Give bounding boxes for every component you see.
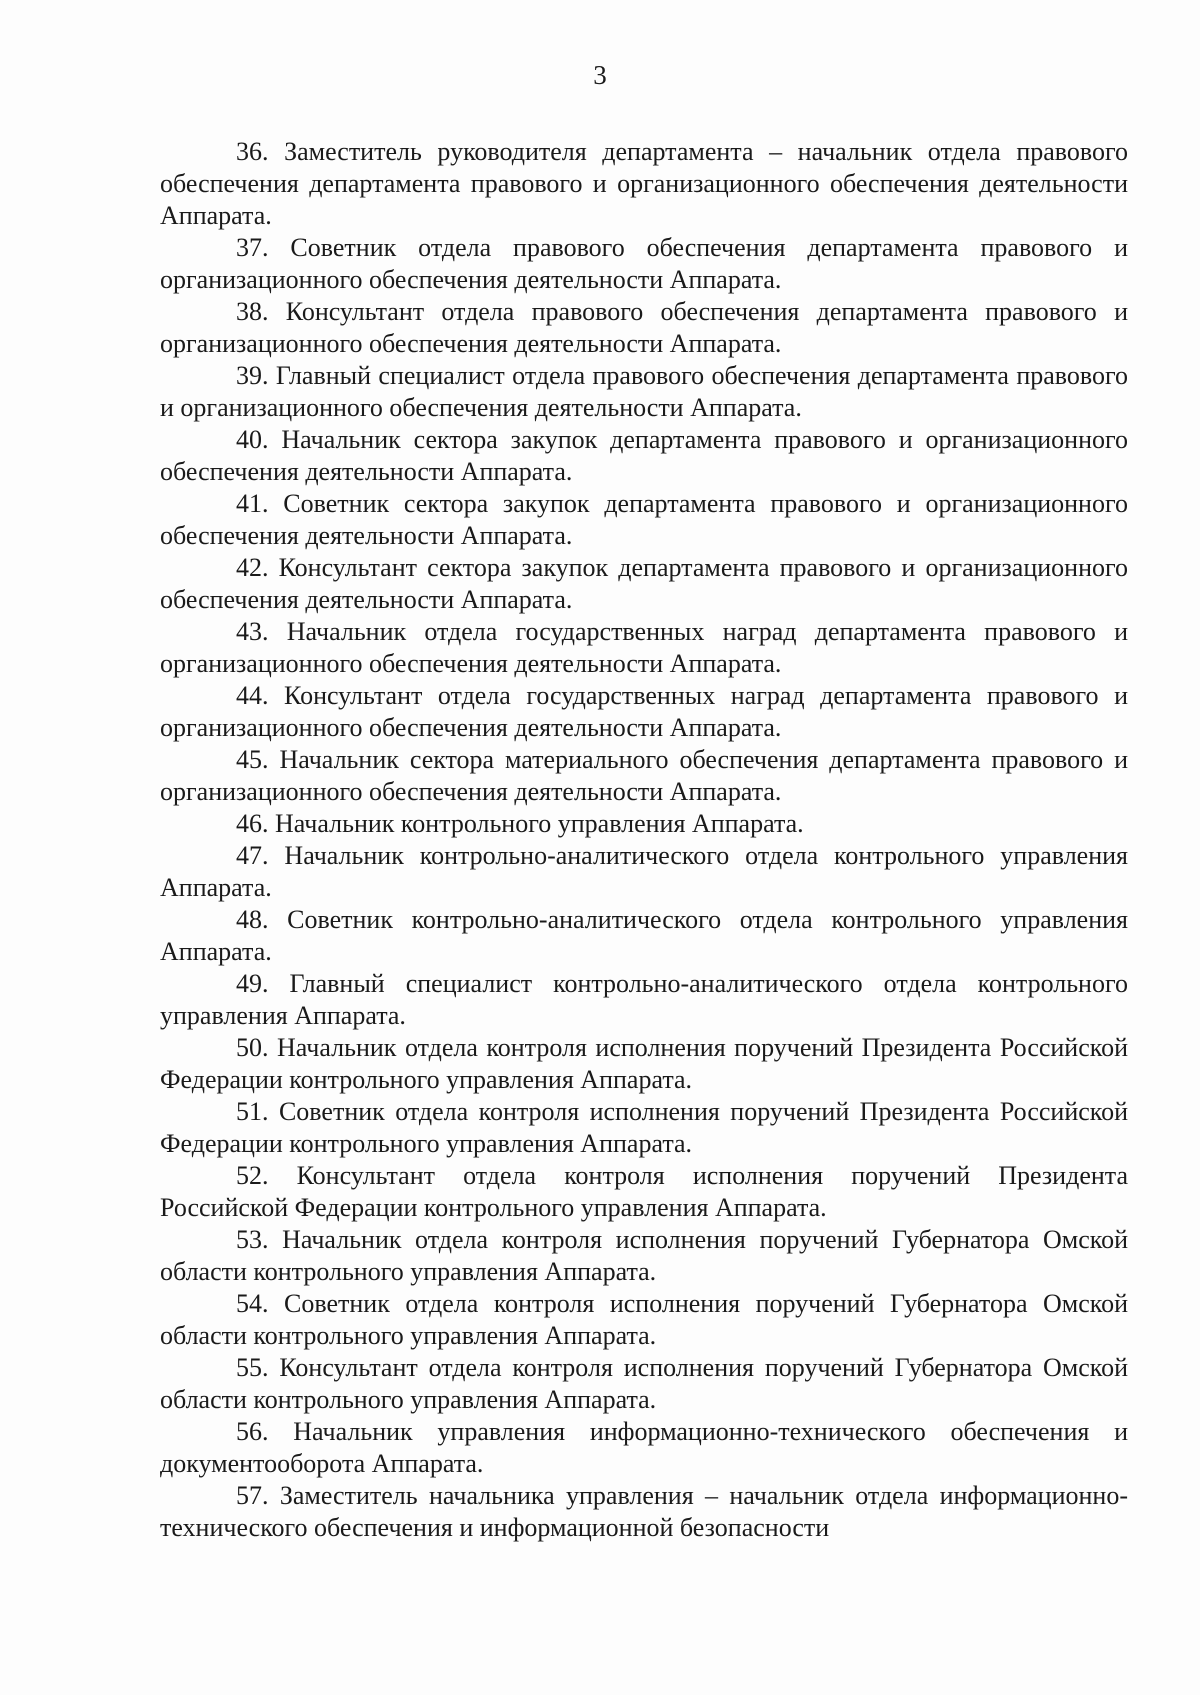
list-item: 38. Консультант отдела правового обеспечения департамента правового и организационного обеспечения деятельности Аппарата. bbox=[160, 297, 1128, 358]
list-item: 55. Консультант отдела контроля исполнения поручений Губернатора Омской области контрольного управления Аппарата. bbox=[160, 1353, 1128, 1414]
list-item: 39. Главный специалист отдела правового обеспечения департамента правового и организационного обеспечения деятельности Аппарата. bbox=[160, 361, 1128, 422]
list-item: 47. Начальник контрольно-аналитического отдела контрольного управления Аппарата. bbox=[160, 841, 1128, 902]
list-item: 44. Консультант отдела государственных наград департамента правового и организационного обеспечения деятельности Аппарата. bbox=[160, 681, 1128, 742]
position-list bbox=[160, 136, 1128, 1544]
list-item: 57. Заместитель начальника управления – начальник отдела информационно-технического обеспечения и информационной безопасности bbox=[160, 1481, 1128, 1542]
list-item: 36. Заместитель руководителя департамента – начальник отдела правового обеспечения департамента правового и организационного обеспечения деятельности Аппарата. bbox=[160, 137, 1128, 230]
list-item: 48. Советник контрольно-аналитического отдела контрольного управления Аппарата. bbox=[160, 905, 1128, 966]
list-item: 45. Начальник сектора материального обеспечения департамента правового и организационного обеспечения деятельности Аппарата. bbox=[160, 745, 1128, 806]
list-item: 52. Консультант отдела контроля исполнения поручений Президента Российской Федерации контрольного управления Аппарата. bbox=[160, 1161, 1128, 1222]
list-item: 46. Начальник контрольного управления Аппарата. bbox=[236, 809, 804, 838]
list-item: 37. Советник отдела правового обеспечения департамента правового и организационного обеспечения деятельности Аппарата. bbox=[160, 233, 1128, 294]
list-item: 56. Начальник управления информационно-технического обеспечения и документооборота Аппарата. bbox=[160, 1417, 1128, 1478]
list-item: 42. Консультант сектора закупок департамента правового и организационного обеспечения деятельности Аппарата. bbox=[160, 553, 1128, 614]
list-item: 54. Советник отдела контроля исполнения поручений Губернатора Омской области контрольного управления Аппарата. bbox=[160, 1289, 1128, 1350]
page-number: 3 bbox=[593, 60, 607, 90]
list-item: 50. Начальник отдела контроля исполнения поручений Президента Российской Федерации контрольного управления Аппарата. bbox=[160, 1033, 1128, 1094]
list-item: 40. Начальник сектора закупок департамента правового и организационного обеспечения деятельности Аппарата. bbox=[160, 425, 1128, 486]
list-item: 53. Начальник отдела контроля исполнения поручений Губернатора Омской области контрольного управления Аппарата. bbox=[160, 1225, 1128, 1286]
list-item: 43. Начальник отдела государственных наград департамента правового и организационного обеспечения деятельности Аппарата. bbox=[160, 617, 1128, 678]
list-item: 41. Советник сектора закупок департамента правового и организационного обеспечения деятельности Аппарата. bbox=[160, 489, 1128, 550]
list-item: 51. Советник отдела контроля исполнения поручений Президента Российской Федерации контрольного управления Аппарата. bbox=[160, 1097, 1128, 1158]
list-item: 49. Главный специалист контрольно-аналитического отдела контрольного управления Аппарата. bbox=[160, 969, 1128, 1030]
